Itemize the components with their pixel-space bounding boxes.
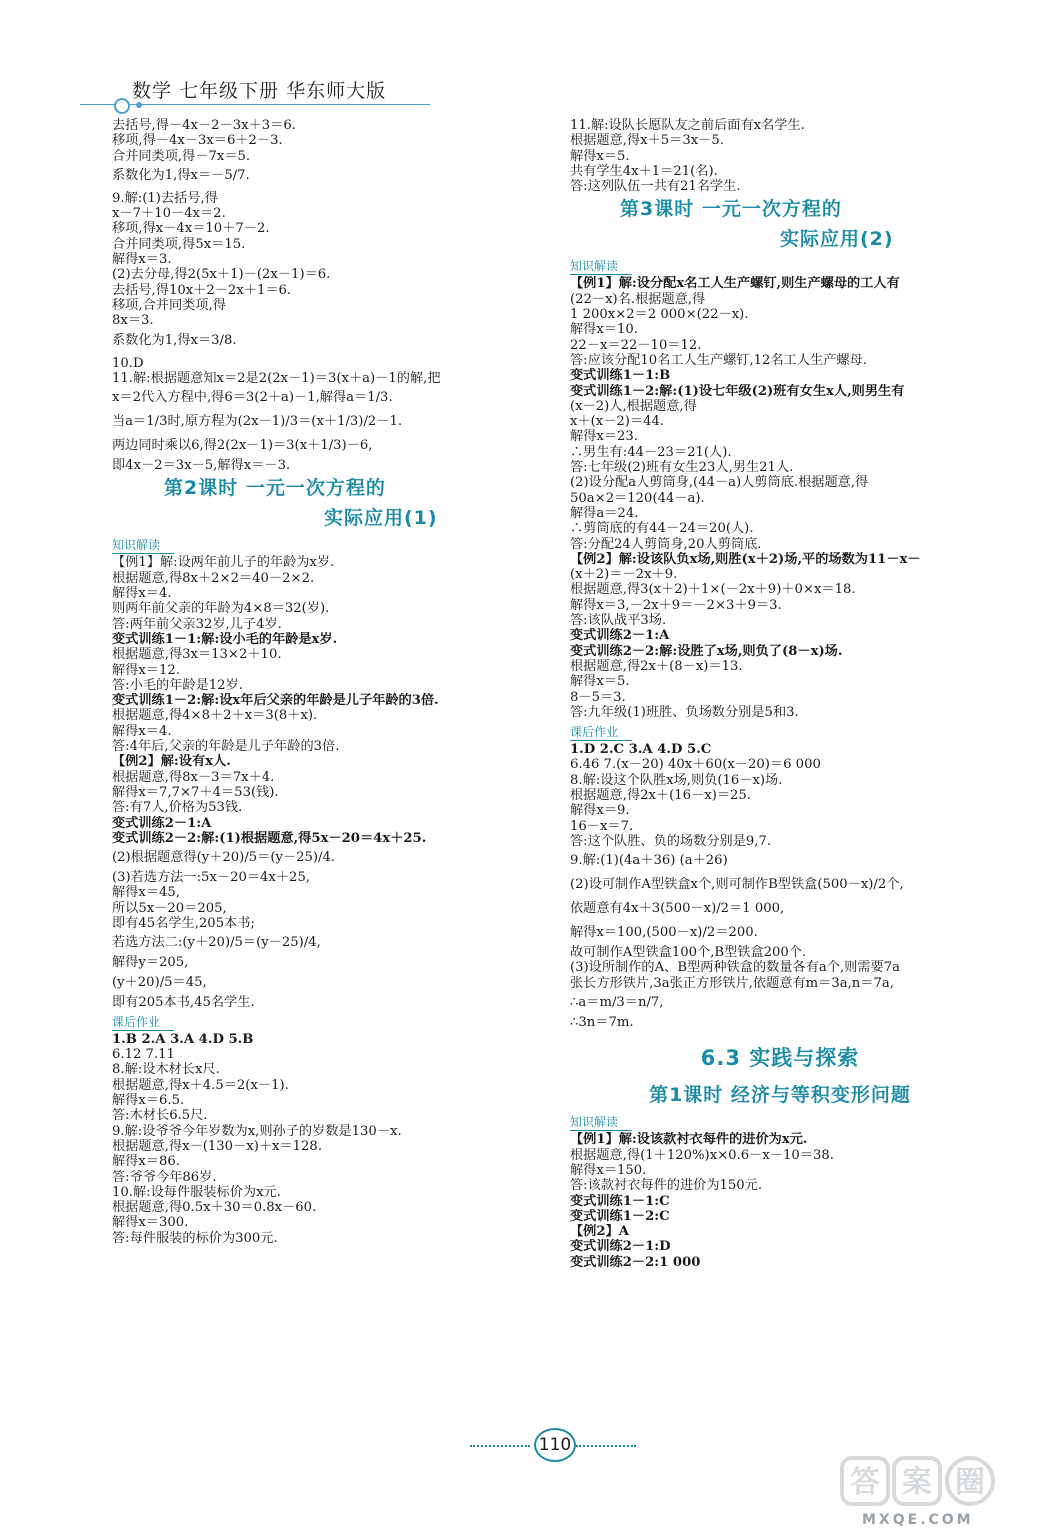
header-dot-ornament [136, 102, 142, 108]
answer-line: 解得x＝7,7×7＋4＝53(钱). [112, 784, 279, 800]
answer-line: 则两年前父亲的年龄为4×8＝32(岁). [112, 601, 330, 617]
answer-line: 根据题意,得0.5x＋30＝0.8x－60. [112, 1200, 317, 1216]
answer-line: 11.解:根据题意知x＝2是2(2x－1)＝3(x＋a)－1的解,把 [112, 370, 441, 386]
answer-line: (x＋2)＝－2x＋9. [570, 567, 678, 583]
answer-line: (y＋20)/5＝45, [112, 974, 207, 990]
right-knowledge-block [570, 276, 990, 720]
answer-line: 答:该款衬衣每件的进价为150元. [570, 1178, 763, 1194]
section-label-knowledge: 知识解读 [570, 1114, 632, 1131]
answer-line: 1.D 2.C 3.A 4.D 5.C [570, 742, 712, 758]
answer-line: x＝2代入方程中,得6＝3(2＋a)－1,解得a＝1/3. [112, 390, 393, 406]
answer-line: 解得x＝86. [112, 1154, 180, 1170]
answer-line: 【例2】A [570, 1224, 629, 1240]
lesson-title: 第1课时 经济与等积变形问题 [649, 1084, 911, 1107]
answer-line: 解得x＝3. [112, 252, 172, 268]
answer-line: 解得y＝205, [112, 955, 189, 971]
answer-line: 解得a＝24. [570, 505, 639, 521]
lesson-subtitle: 实际应用(2) [780, 228, 894, 251]
answer-line: 22－x＝22－10＝12. [570, 337, 702, 353]
lesson-title: 第2课时 一元一次方程的 [164, 477, 386, 500]
answer-line: 9.解:(1)(4a＋36) (a＋26) [570, 853, 728, 869]
answer-line: 当a＝1/3时,原方程为(2x－1)/3＝(x＋1/3)/2－1. [112, 414, 403, 430]
answer-line: 【例1】解:设两年前儿子的年龄为x岁. [112, 555, 335, 571]
answer-line: 合并同类项,得5x＝15. [112, 236, 246, 252]
answer-line: 8x＝3. [112, 313, 154, 329]
section-label-knowledge: 知识解读 [570, 258, 632, 275]
answer-line: 8.解:设木材长x尺. [112, 1062, 220, 1078]
answer-line: 变式训练1－1:B [570, 368, 671, 384]
answer-line: 解得x＝100,(500－x)/2＝200. [570, 925, 758, 941]
answer-line: 答:七年级(2)班有女生23人,男生21人. [570, 460, 794, 476]
answer-line: 答:每件服装的标价为300元. [112, 1230, 278, 1246]
answer-line: 变式训练2－1:A [570, 628, 670, 644]
answer-line: 移项,得－4x－3x＝6＋2－3. [112, 133, 283, 149]
answer-line: (2)去分母,得2(5x＋1)－(2x－1)＝6. [112, 267, 331, 283]
answer-line: 根据题意,得8x＋2×2＝40－2×2. [112, 570, 315, 586]
answer-line: 所以5x－20＝205, [112, 900, 227, 916]
answer-line: 11.解:设队长愿队友之前后面有x名学生. [570, 118, 805, 133]
answer-line: (2)设分配a人剪筒身,(44－a)人剪筒底.根据题意,得 [570, 475, 869, 491]
answer-line: 共有学生4x＋1＝21(名). [570, 163, 718, 179]
answer-line: 根据题意,得8x－3＝7x＋4. [112, 769, 275, 785]
answer-line: 根据题意,得2x＋(8－x)＝13. [570, 658, 743, 674]
answer-line: 解得x＝4. [112, 586, 172, 602]
answer-line: ∴3n＝7m. [570, 1015, 634, 1031]
answer-line: 【例2】解:设该队负x场,则胜(x＋2)场,平的场数为11－x－ [570, 551, 921, 567]
answer-line: 解得x＝5. [570, 674, 630, 690]
footer-dotted-rule-right [576, 1445, 636, 1447]
answer-line: 移项,合并同类项,得 [112, 297, 226, 313]
answer-line: 系数化为1,得x＝－5/7. [112, 167, 250, 183]
answer-line: 根据题意,得x＋4.5＝2(x－1). [112, 1077, 289, 1093]
svg-text:圈: 圈 [955, 1465, 985, 1500]
answer-line: ∴a＝m/3＝n/7, [570, 995, 664, 1011]
answer-line: 6.12 7.11 [112, 1047, 175, 1063]
answer-line: ∴男生有:44－23＝21(人). [570, 444, 732, 460]
answer-line: 答:该队战平3场. [570, 613, 667, 629]
right-top-block [570, 118, 990, 194]
answer-line: 变式训练2－1:A [112, 815, 212, 831]
answer-line: 两边同时乘以6,得2(2x－1)＝3(x＋1/3)－6, [112, 438, 373, 454]
answer-line: 移项,得x－4x＝10＋7－2. [112, 221, 270, 237]
answer-line: 答:木材长6.5尺. [112, 1108, 208, 1124]
answer-line: 解得x＝45, [112, 885, 180, 901]
right-homework-block [570, 742, 990, 1030]
answer-line: 根据题意,得(1＋120%)x×0.6－x－10＝38. [570, 1147, 834, 1163]
answer-line: 解得x＝9. [570, 803, 630, 819]
section-label-knowledge: 知识解读 [112, 537, 174, 554]
section-label-homework: 课后作业 [570, 724, 632, 741]
answer-line: 答:应该分配10名工人生产螺钉,12名工人生产螺母. [570, 352, 867, 368]
answer-line: 答:九年级(1)班胜、负场数分别是5和3. [570, 704, 799, 720]
answer-line: 答:有7人,价格为53钱. [112, 800, 243, 816]
answer-line: 8.解:设这个队胜x场,则负(16－x)场. [570, 772, 783, 788]
watermark-text: MXQE.COM [862, 1512, 974, 1528]
left-homework-block [112, 1032, 530, 1246]
lesson-title: 第3课时 一元一次方程的 [620, 198, 842, 221]
answer-line: 解得x＝300. [112, 1215, 189, 1231]
answer-line: 变式训练1－2:C [570, 1208, 670, 1224]
answer-line: 【例1】解:设分配x名工人生产螺钉,则生产螺母的工人有 [570, 276, 900, 292]
answer-line: 【例1】解:设该款衬衣每件的进价为x元. [570, 1132, 808, 1148]
answer-line: 10.解:设每件服装标价为x元. [112, 1184, 281, 1200]
answer-line: 变式训练1－2:解:设x年后父亲的年龄是儿子年龄的3倍. [112, 693, 439, 709]
answer-line: 去括号,得10x＋2－2x＋1＝6. [112, 282, 292, 298]
answer-line: 解得x＝3,－2x＋9＝－2×3＋9＝3. [570, 597, 782, 613]
answer-line: x－7＋10－4x＝2. [112, 206, 226, 222]
answer-line: x＋(x－2)＝44. [570, 414, 665, 430]
answer-line: 6.46 7.(x－20) 40x＋60(x－20)＝6 000 [570, 757, 821, 773]
answer-line: 1.B 2.A 3.A 4.D 5.B [112, 1031, 254, 1047]
footer-dotted-rule-left [470, 1445, 530, 1447]
left-knowledge-block [112, 555, 530, 1009]
answer-line: 故可制作A型铁盒100个,B型铁盒200个. [570, 945, 807, 961]
svg-text:答: 答 [850, 1465, 880, 1500]
answer-line: 即有205本书,45名学生. [112, 994, 255, 1010]
answer-line: 10.D [112, 355, 144, 371]
section-label-homework: 课后作业 [112, 1014, 174, 1031]
left-top-block [112, 118, 530, 473]
answer-line: (x－2)人,根据题意,得 [570, 398, 697, 414]
answer-line: 去括号,得－4x－2－3x＋3＝6. [112, 118, 296, 133]
answer-line: (2)设可制作A型铁盒x个,则可制作B型铁盒(500－x)/2个, [570, 877, 904, 893]
answer-line: 根据题意,得4×8＋2＋x＝3(8＋x). [112, 708, 318, 724]
section-title: 6.3 实践与探索 [700, 1046, 860, 1071]
answer-line: ∴剪筒底的有44－24＝20(人). [570, 521, 754, 537]
answer-line: 【例2】解:设有x人. [112, 754, 231, 770]
svg-text:案: 案 [902, 1465, 932, 1500]
answer-line: 答:小毛的年龄是12岁. [112, 677, 243, 693]
header-rule [80, 104, 430, 105]
answer-line: 变式训练1－1:C [570, 1193, 670, 1209]
answer-line: 答:爷爷今年86岁. [112, 1169, 217, 1185]
page-header-title: 数学 七年级下册 华东师大版 [132, 80, 387, 102]
answer-line: 答:4年后,父亲的年龄是儿子年龄的3倍. [112, 739, 340, 755]
header-circle-ornament [114, 98, 130, 114]
left-column [112, 118, 530, 1246]
answer-line: 答:这列队伍一共有21名学生. [570, 179, 741, 195]
answer-line: 16－x＝7. [570, 818, 634, 834]
answer-line: 根据题意,得x＋5＝3x－5. [570, 133, 724, 149]
answer-line: 系数化为1,得x＝3/8. [112, 332, 237, 348]
answer-line: 变式训练1－2:解:(1)设七年级(2)班有女生x人,则男生有 [570, 383, 905, 399]
answer-line: (3)设所制作的A、B型两种铁盒的数量各有a个,则需要7a [570, 960, 900, 976]
lesson-subtitle: 实际应用(1) [324, 507, 438, 530]
answer-line: 解得x＝6.5. [112, 1093, 185, 1109]
answer-line: 解得x＝12. [112, 662, 180, 678]
answer-line: 答:两年前父亲32岁,儿子4岁. [112, 616, 282, 632]
answer-line: 答:这个队胜、负的场数分别是9,7. [570, 833, 772, 849]
answer-line: 根据题意,得3(x＋2)＋1×(－2x＋9)＋0×x＝18. [570, 582, 856, 598]
answer-line: 根据题意,得x－(130－x)＋x＝128. [112, 1138, 323, 1154]
answer-line: 根据题意,得3x＝13×2＋10. [112, 647, 282, 663]
answer-line: 解得x＝10. [570, 322, 638, 338]
answer-line: 9.解:设爷爷今年岁数为x,则孙子的岁数是130－x. [112, 1123, 402, 1139]
answer-line: 解得x＝4. [112, 723, 172, 739]
right-final-block [570, 1132, 990, 1270]
answer-line: 8－5＝3. [570, 689, 626, 705]
answer-line: 根据题意,得2x＋(16－x)＝25. [570, 787, 751, 803]
right-column [570, 118, 990, 1270]
answer-line: 解得x＝23. [570, 429, 638, 445]
page-number: 110 [534, 1428, 576, 1462]
answer-line: 张长方形铁片,3a张正方形铁片,依题意有m＝3a,n＝7a, [570, 975, 894, 991]
answer-line: 变式训练2－1:D [570, 1239, 671, 1255]
answer-line: (22－x)名.根据题意,得 [570, 291, 706, 307]
answer-line: 1 200x×2＝2 000×(22－x). [570, 307, 749, 323]
answer-line: 变式训练2－2:1 000 [570, 1254, 701, 1270]
answer-line: 50a×2＝120(44－a). [570, 490, 705, 506]
answer-line: 变式训练2－2:解:(1)根据题意,得5x－20＝4x＋25. [112, 830, 427, 846]
answer-line: 变式训练2－2:解:设胜了x场,则负了(8－x)场. [570, 643, 843, 659]
answer-line: 合并同类项,得－7x＝5. [112, 148, 251, 164]
answer-line: 若选方法二:(y＋20)/5＝(y－25)/4, [112, 935, 321, 951]
answer-line: 即4x－2＝3x－5,解得x＝－3. [112, 458, 291, 474]
answer-line: (2)根据题意得(y＋20)/5＝(y－25)/4. [112, 850, 336, 866]
answer-line: 变式训练1－1:解:设小毛的年龄是x岁. [112, 631, 338, 647]
answer-line: 解得x＝150. [570, 1162, 647, 1178]
answer-line: 解得x＝5. [570, 148, 630, 164]
answer-line: 依题意有4x＋3(500－x)/2＝1 000, [570, 901, 785, 917]
answer-line: 答:分配24人剪筒身,20人剪筒底. [570, 536, 762, 552]
answer-line: (3)若选方法一:5x－20＝4x＋25, [112, 870, 311, 886]
answer-line: 9.解:(1)去括号,得 [112, 190, 218, 206]
answer-line: 即有45名学生,205本书; [112, 915, 255, 931]
